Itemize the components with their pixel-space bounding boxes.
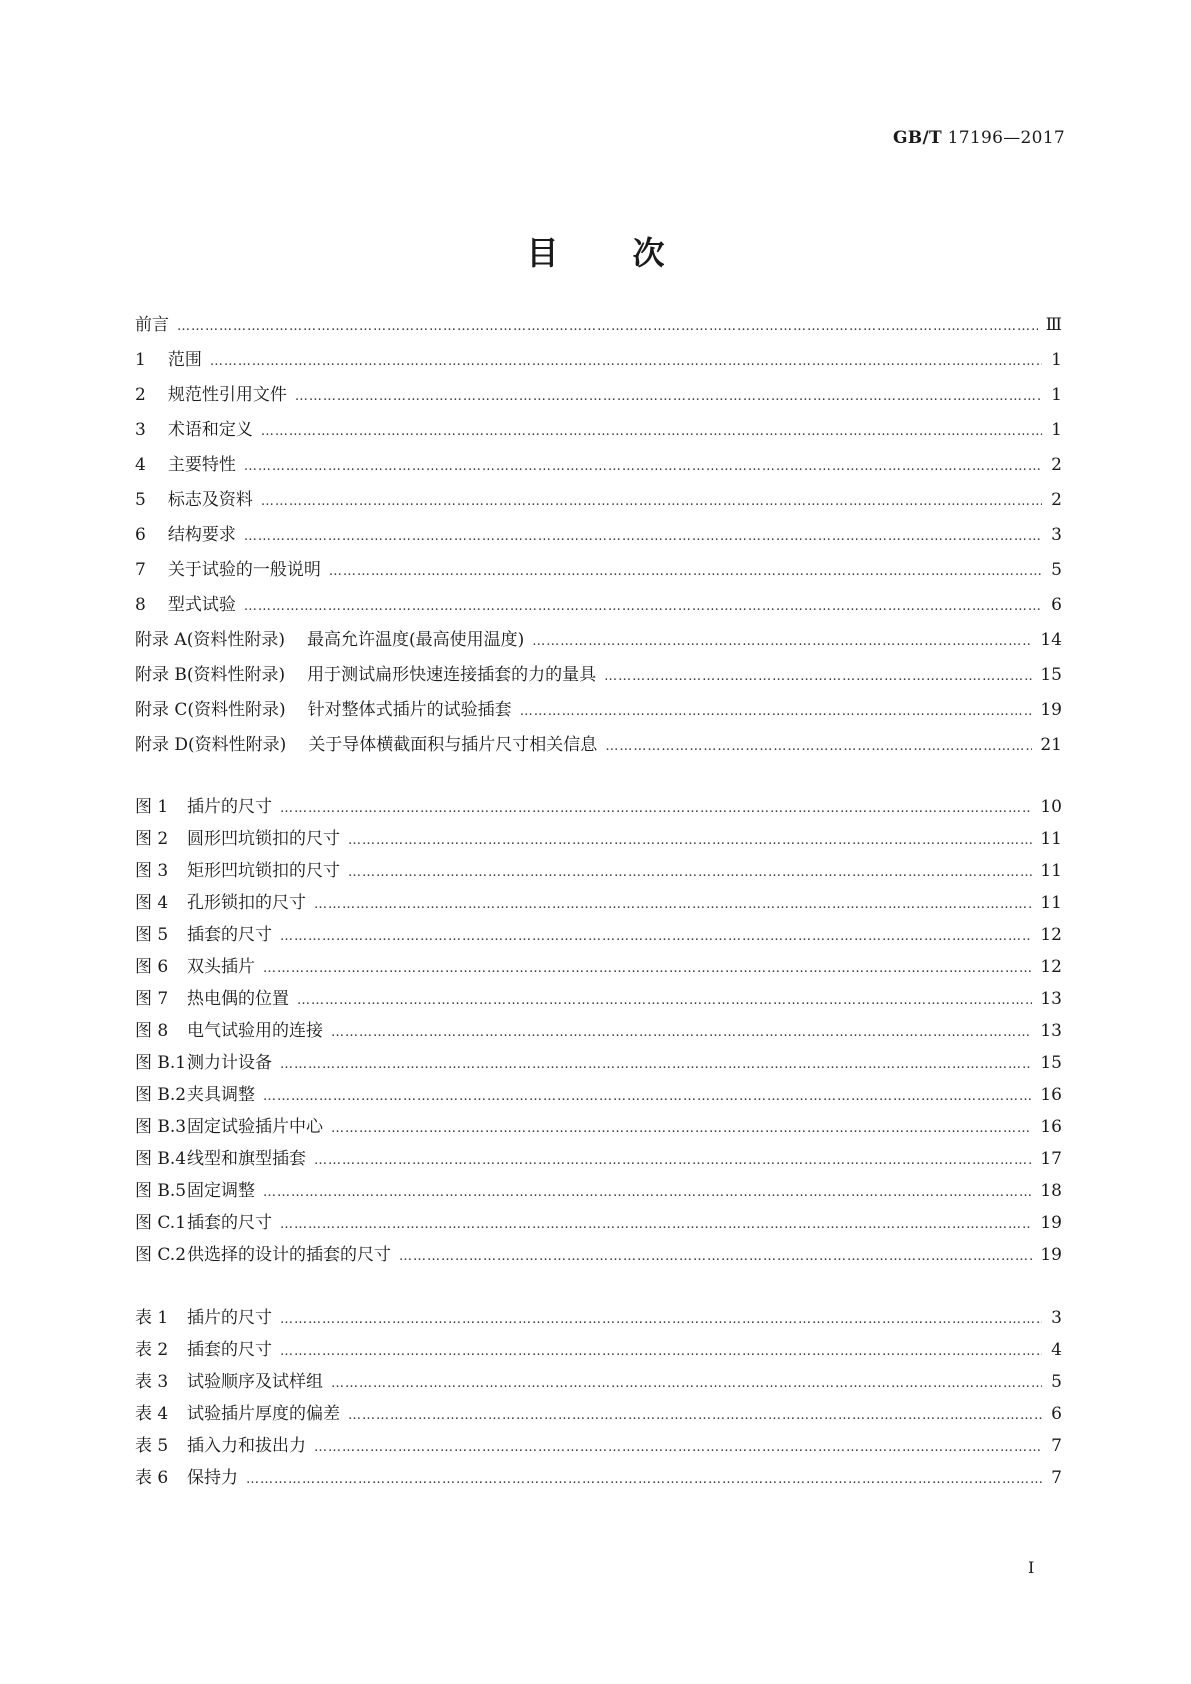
- toc-entry[interactable]: 6 结构要求 …………………………………………………………………………………………………………………………………………………………………………………………………………… 3: [135, 520, 1062, 545]
- figure-entry[interactable]: 图 B.2夹具调整 …………………………………………………………………………………………………………………………………………………………………………………………………………… 16: [135, 1080, 1062, 1105]
- figure-entry[interactable]: 图 C.2供选择的设计的插套的尺寸 …………………………………………………………………………………………………………………………………………………………………………………………………………… 19: [135, 1240, 1062, 1265]
- table-entry[interactable]: 表 5 插入力和拔出力 …………………………………………………………………………………………………………………………………………………………………………………………………………… 7: [135, 1431, 1062, 1456]
- toc-annex-entry[interactable]: 附录 D(资料性附录) 关于导体横截面积与插片尺寸相关信息 …………………………………………………………………………………………………………………………………………………………………………………………………………… 21: [135, 730, 1062, 755]
- toc-entry[interactable]: 7 关于试验的一般说明 …………………………………………………………………………………………………………………………………………………………………………………………………………… 5: [135, 555, 1062, 580]
- figure-entry[interactable]: 图 B.3固定试验插片中心 …………………………………………………………………………………………………………………………………………………………………………………………………………… 16: [135, 1112, 1062, 1137]
- toc-entry[interactable]: 4 主要特性 …………………………………………………………………………………………………………………………………………………………………………………………………………… 2: [135, 450, 1062, 475]
- standard-code: GB/T 17196—2017: [892, 128, 1065, 148]
- table-entry[interactable]: 表 3 试验顺序及试样组 …………………………………………………………………………………………………………………………………………………………………………………………………………… 5: [135, 1367, 1062, 1392]
- page-number: I: [1028, 1558, 1035, 1577]
- figure-entry[interactable]: 图 B.1测力计设备 …………………………………………………………………………………………………………………………………………………………………………………………………………… 15: [135, 1048, 1062, 1073]
- toc-entry[interactable]: 2 规范性引用文件 …………………………………………………………………………………………………………………………………………………………………………………………………………… 1: [135, 380, 1062, 405]
- figure-entry[interactable]: 图 2 圆形凹坑锁扣的尺寸 …………………………………………………………………………………………………………………………………………………………………………………………………………… 11: [135, 824, 1062, 849]
- figure-entry[interactable]: 图 C.1插套的尺寸 …………………………………………………………………………………………………………………………………………………………………………………………………………… 19: [135, 1208, 1062, 1233]
- table-entry[interactable]: 表 2 插套的尺寸 …………………………………………………………………………………………………………………………………………………………………………………………………………… 4: [135, 1335, 1062, 1360]
- table-entry[interactable]: 表 4 试验插片厚度的偏差 …………………………………………………………………………………………………………………………………………………………………………………………………………… 6: [135, 1399, 1062, 1424]
- figure-entry[interactable]: 图 5 插套的尺寸 …………………………………………………………………………………………………………………………………………………………………………………………………………… 12: [135, 920, 1062, 945]
- table-entry[interactable]: 表 6 保持力 …………………………………………………………………………………………………………………………………………………………………………………………………………… 7: [135, 1463, 1062, 1488]
- figure-entry[interactable]: 图 B.5固定调整 …………………………………………………………………………………………………………………………………………………………………………………………………………… 18: [135, 1176, 1062, 1201]
- figure-entry[interactable]: 图 3 矩形凹坑锁扣的尺寸 …………………………………………………………………………………………………………………………………………………………………………………………………………… 11: [135, 856, 1062, 881]
- figure-entry[interactable]: 图 4 孔形锁扣的尺寸 …………………………………………………………………………………………………………………………………………………………………………………………………………… 11: [135, 888, 1062, 913]
- page-title: 目 次: [526, 234, 665, 272]
- toc-annex-entry[interactable]: 附录 C(资料性附录) 针对整体式插片的试验插套 …………………………………………………………………………………………………………………………………………………………………………………………………………… 19: [135, 695, 1062, 720]
- toc-entry[interactable]: 5 标志及资料 …………………………………………………………………………………………………………………………………………………………………………………………………………… 2: [135, 485, 1062, 510]
- table-entry[interactable]: 表 1 插片的尺寸 …………………………………………………………………………………………………………………………………………………………………………………………………………… 3: [135, 1303, 1062, 1328]
- figure-entry[interactable]: 图 6 双头插片 …………………………………………………………………………………………………………………………………………………………………………………………………………… 12: [135, 952, 1062, 977]
- toc-annex-entry[interactable]: 附录 B(资料性附录) 用于测试扁形快速连接插套的力的量具 …………………………………………………………………………………………………………………………………………………………………………………………………………… 15: [135, 660, 1062, 685]
- toc-annex-entry[interactable]: 附录 A(资料性附录) 最高允许温度(最高使用温度) …………………………………………………………………………………………………………………………………………………………………………………………………………… 14: [135, 625, 1062, 650]
- figure-entry[interactable]: 图 B.4线型和旗型插套 …………………………………………………………………………………………………………………………………………………………………………………………………………… 17: [135, 1144, 1062, 1169]
- toc-entry[interactable]: 3 术语和定义 …………………………………………………………………………………………………………………………………………………………………………………………………………… 1: [135, 415, 1062, 440]
- toc-entry-foreword[interactable]: 前言 …………………………………………………………………………………………………………………………………………………………………………………………………………… Ⅲ: [135, 310, 1062, 335]
- figure-entry[interactable]: 图 1 插片的尺寸 …………………………………………………………………………………………………………………………………………………………………………………………………………… 10: [135, 792, 1062, 817]
- figure-entry[interactable]: 图 7 热电偶的位置 …………………………………………………………………………………………………………………………………………………………………………………………………………… 13: [135, 984, 1062, 1009]
- toc-entry[interactable]: 1 范围 …………………………………………………………………………………………………………………………………………………………………………………………………………… 1: [135, 345, 1062, 370]
- toc-entry[interactable]: 8 型式试验 …………………………………………………………………………………………………………………………………………………………………………………………………………… 6: [135, 590, 1062, 615]
- figure-entry[interactable]: 图 8 电气试验用的连接 …………………………………………………………………………………………………………………………………………………………………………………………………………… 13: [135, 1016, 1062, 1041]
